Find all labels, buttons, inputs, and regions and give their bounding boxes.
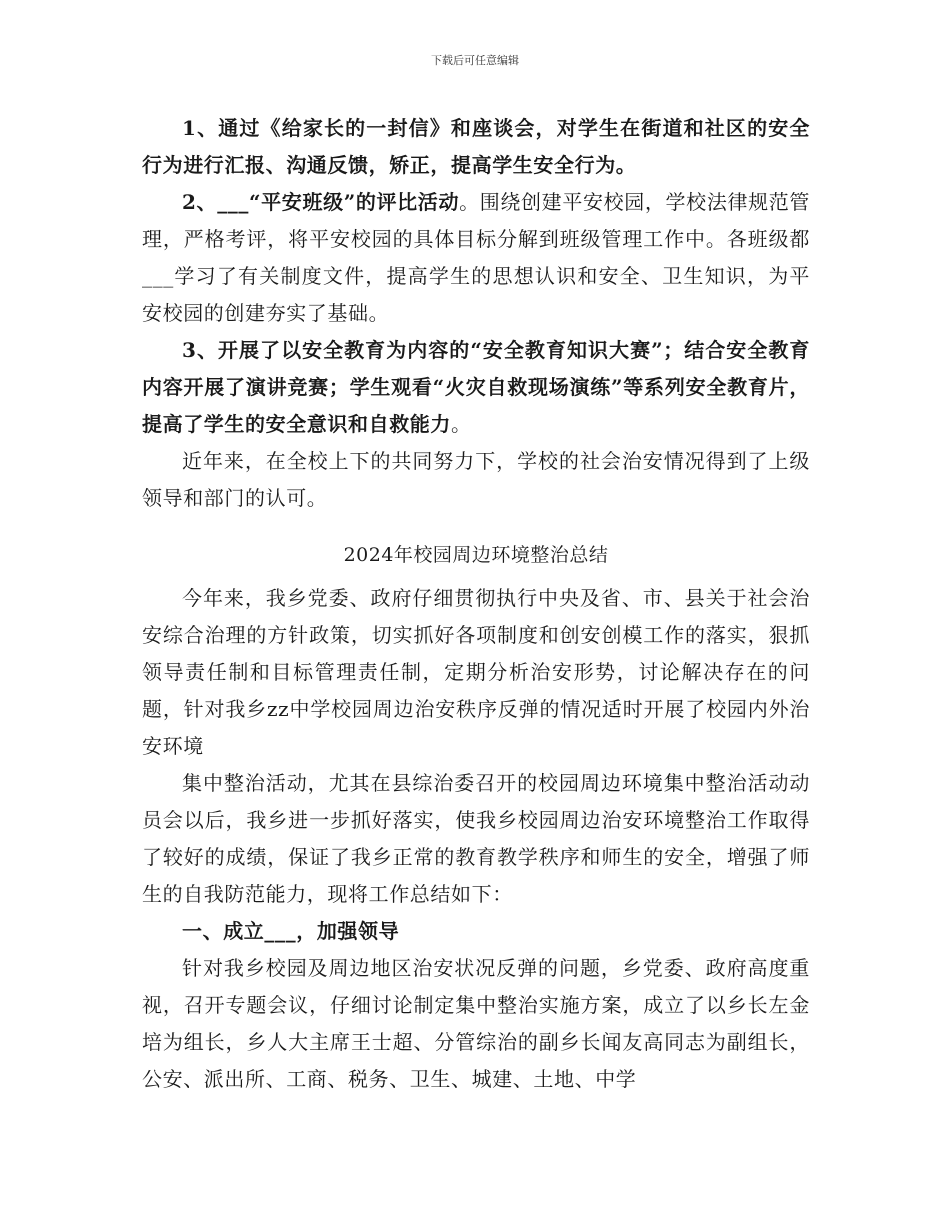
paragraph-2-text-b: 学习了有关制度文件，提高学生的思想认识和安全、卫生知识，为平安校园的创建夯实了基础。	[142, 264, 810, 325]
paragraph-2-heading: “平安班级”的评比活动	[249, 190, 460, 214]
section-heading-1-a: 一、成立	[182, 919, 265, 943]
paragraph-2	[142, 184, 810, 332]
section-heading-1	[142, 913, 810, 950]
section-heading-1-blank: ___	[264, 919, 297, 943]
paragraph-2-text-a: 。围绕创建平安校园，学校法律规范管理，严格考评，将平安校园的具体目标分解到班级管理工作中。各班级都	[142, 190, 810, 251]
section-heading-1-b: ，加强领导	[296, 919, 400, 943]
paragraph-3	[142, 332, 810, 443]
paragraph-3-end: 。	[451, 412, 472, 436]
paragraph-7: 针对我乡校园及周边地区治安状况反弹的问题，乡党委、政府高度重视，召开专题会议，仔细讨论制定集中整治实施方案，成立了以乡长左金培为组长，乡人大主席王士超、分管综治的副乡长闻友高同志为副组长，公安、派出所、工商、税务、卫生、城建、土地、中学	[142, 956, 810, 1091]
paragraph-3-text: 3、开展了以安全教育为内容的“安全教育知识大赛”；结合安全教育内容开展了演讲竞赛；学生观看“火灾自救现场演练”等系列安全教育片，提高了学生的安全意识和自救能力	[142, 338, 810, 436]
paragraph-1: 1、通过《给家长的一封信》和座谈会，对学生在街道和社区的安全行为进行汇报、沟通反馈，矫正，提高学生安全行为。	[142, 116, 810, 177]
paragraph-5: 今年来，我乡党委、政府仔细贯彻执行中央及省、市、县关于社会治安综合治理的方针政策，切实抓好各项制度和创安创模工作的落实，狠抓领导责任制和目标管理责任制，定期分析治安形势，讨论解决存在的问题，针对我乡zz中学校园周边治安秩序反弹的情况适时开展了校园内外治安环境	[142, 586, 810, 758]
paragraph-2-blank-2: ___	[142, 264, 174, 288]
paragraph-2-blank: ___	[217, 190, 250, 214]
paragraph-6: 集中整治活动，尤其在县综治委召开的校园周边环境集中整治活动动员会以后，我乡进一步抓好落实，使我乡校园周边治安环境整治工作取得了较好的成绩，保证了我乡正常的教育教学秩序和师生的安全，增强了师生的自我防范能力，现将工作总结如下：	[142, 771, 810, 906]
document-title: 2024年校园周边环境整治总结	[343, 544, 609, 566]
document-body	[142, 110, 810, 1098]
paragraph-2-number: 2、	[182, 190, 218, 214]
page-header: 下载后可任意编辑	[431, 54, 519, 67]
paragraph-4: 近年来，在全校上下的共同努力下，学校的社会治安情况得到了上级领导和部门的认可。	[142, 449, 810, 510]
